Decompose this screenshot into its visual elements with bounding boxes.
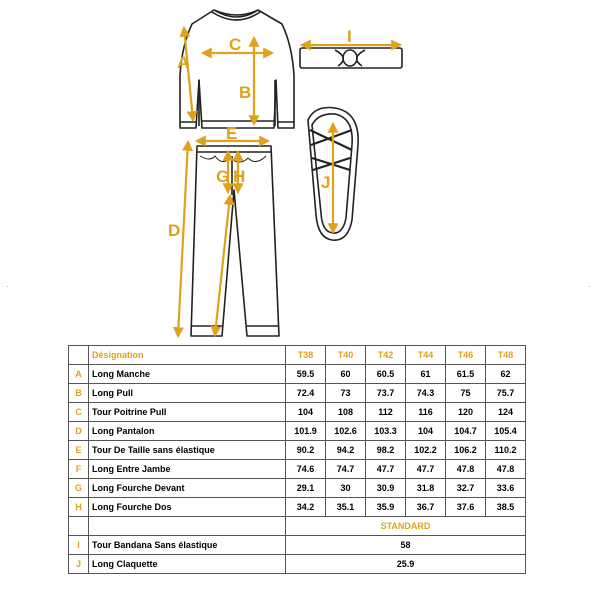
row-name: Tour Poitrine Pull	[89, 403, 286, 422]
row-value: 34.2	[286, 498, 326, 517]
row-name: Long Pantalon	[89, 422, 286, 441]
row-value: 32.7	[446, 479, 486, 498]
row-value: 73.7	[366, 384, 406, 403]
table-row	[69, 498, 526, 517]
row-letter: C	[69, 403, 89, 422]
stray-mark: ·	[588, 282, 591, 291]
header-size: T48	[486, 346, 526, 365]
row-value: 102.6	[326, 422, 366, 441]
table-row	[69, 403, 526, 422]
row-letter: H	[69, 498, 89, 517]
row-value: 60	[326, 365, 366, 384]
row-name: Long Fourche Devant	[89, 479, 286, 498]
row-value: 104	[406, 422, 446, 441]
label-a: A	[177, 53, 190, 72]
row-value: 98.2	[366, 441, 406, 460]
table-row	[69, 441, 526, 460]
row-value: 102.2	[406, 441, 446, 460]
row-value: 35.1	[326, 498, 366, 517]
label-j: J	[321, 173, 331, 192]
label-h: H	[233, 167, 246, 186]
row-name: Tour De Taille sans élastique	[89, 441, 286, 460]
row-name: Long Pull	[89, 384, 286, 403]
row-value: 33.6	[486, 479, 526, 498]
row-value: 61.5	[446, 365, 486, 384]
measure-a-line	[184, 28, 193, 120]
row-value: 106.2	[446, 441, 486, 460]
row-value: 58	[286, 536, 526, 555]
label-b: B	[239, 83, 252, 102]
row-value: 105.4	[486, 422, 526, 441]
row-value: 73	[326, 384, 366, 403]
row-value: 47.7	[406, 460, 446, 479]
table-row	[69, 422, 526, 441]
table-row	[69, 479, 526, 498]
row-value: 31.8	[406, 479, 446, 498]
bandana-drawing	[300, 48, 402, 68]
header-letter-cell	[69, 346, 89, 365]
row-value: 36.7	[406, 498, 446, 517]
row-value: 35.9	[366, 498, 406, 517]
row-value: 37.6	[446, 498, 486, 517]
row-letter: D	[69, 422, 89, 441]
table-row	[69, 384, 526, 403]
header-size: T42	[366, 346, 406, 365]
table-row	[69, 536, 526, 555]
row-name: Long Claquette	[89, 555, 286, 574]
header-size: T46	[446, 346, 486, 365]
row-value: 62	[486, 365, 526, 384]
label-e: E	[226, 124, 238, 143]
measurement-lines	[178, 28, 400, 336]
row-letter: A	[69, 365, 89, 384]
row-value: 74.7	[326, 460, 366, 479]
label-i: I	[347, 27, 352, 46]
row-letter: F	[69, 460, 89, 479]
stray-mark: ·	[6, 282, 9, 291]
row-value: 110.2	[486, 441, 526, 460]
sweater-drawing	[180, 10, 294, 128]
label-g: G	[216, 167, 230, 186]
row-letter: I	[69, 536, 89, 555]
header-size: T38	[286, 346, 326, 365]
row-value: 75.7	[486, 384, 526, 403]
row-value: 30.9	[366, 479, 406, 498]
row-value: 47.8	[446, 460, 486, 479]
standard-label: STANDARD	[286, 517, 526, 536]
row-value: 47.7	[366, 460, 406, 479]
row-value: 61	[406, 365, 446, 384]
row-value: 74.3	[406, 384, 446, 403]
row-letter: E	[69, 441, 89, 460]
standard-header-row	[69, 517, 526, 536]
table-row	[69, 555, 526, 574]
row-value: 112	[366, 403, 406, 422]
label-d: D	[168, 221, 181, 240]
size-table	[68, 345, 526, 574]
row-value: 47.8	[486, 460, 526, 479]
row-value: 108	[326, 403, 366, 422]
row-value: 29.1	[286, 479, 326, 498]
blank-cell	[89, 517, 286, 536]
row-value: 60.5	[366, 365, 406, 384]
row-name: Long Entre Jambe	[89, 460, 286, 479]
blank-cell	[69, 517, 89, 536]
row-value: 59.5	[286, 365, 326, 384]
header-size: T44	[406, 346, 446, 365]
row-value: 104.7	[446, 422, 486, 441]
row-value: 103.3	[366, 422, 406, 441]
row-value: 124	[486, 403, 526, 422]
row-value: 25.9	[286, 555, 526, 574]
row-value: 75	[446, 384, 486, 403]
table-row	[69, 365, 526, 384]
row-value: 94.2	[326, 441, 366, 460]
row-letter: B	[69, 384, 89, 403]
row-value: 72.4	[286, 384, 326, 403]
row-value: 90.2	[286, 441, 326, 460]
header-designation: Désignation	[89, 346, 286, 365]
table-header-row	[69, 346, 526, 365]
row-value: 120	[446, 403, 486, 422]
label-c: C	[229, 35, 242, 54]
row-value: 30	[326, 479, 366, 498]
table-row	[69, 460, 526, 479]
row-value: 116	[406, 403, 446, 422]
row-letter: J	[69, 555, 89, 574]
row-name: Long Fourche Dos	[89, 498, 286, 517]
row-name: Tour Bandana Sans élastique	[89, 536, 286, 555]
row-letter: G	[69, 479, 89, 498]
row-value: 104	[286, 403, 326, 422]
row-value: 38.5	[486, 498, 526, 517]
row-value: 74.6	[286, 460, 326, 479]
row-value: 101.9	[286, 422, 326, 441]
row-name: Long Manche	[89, 365, 286, 384]
header-size: T40	[326, 346, 366, 365]
